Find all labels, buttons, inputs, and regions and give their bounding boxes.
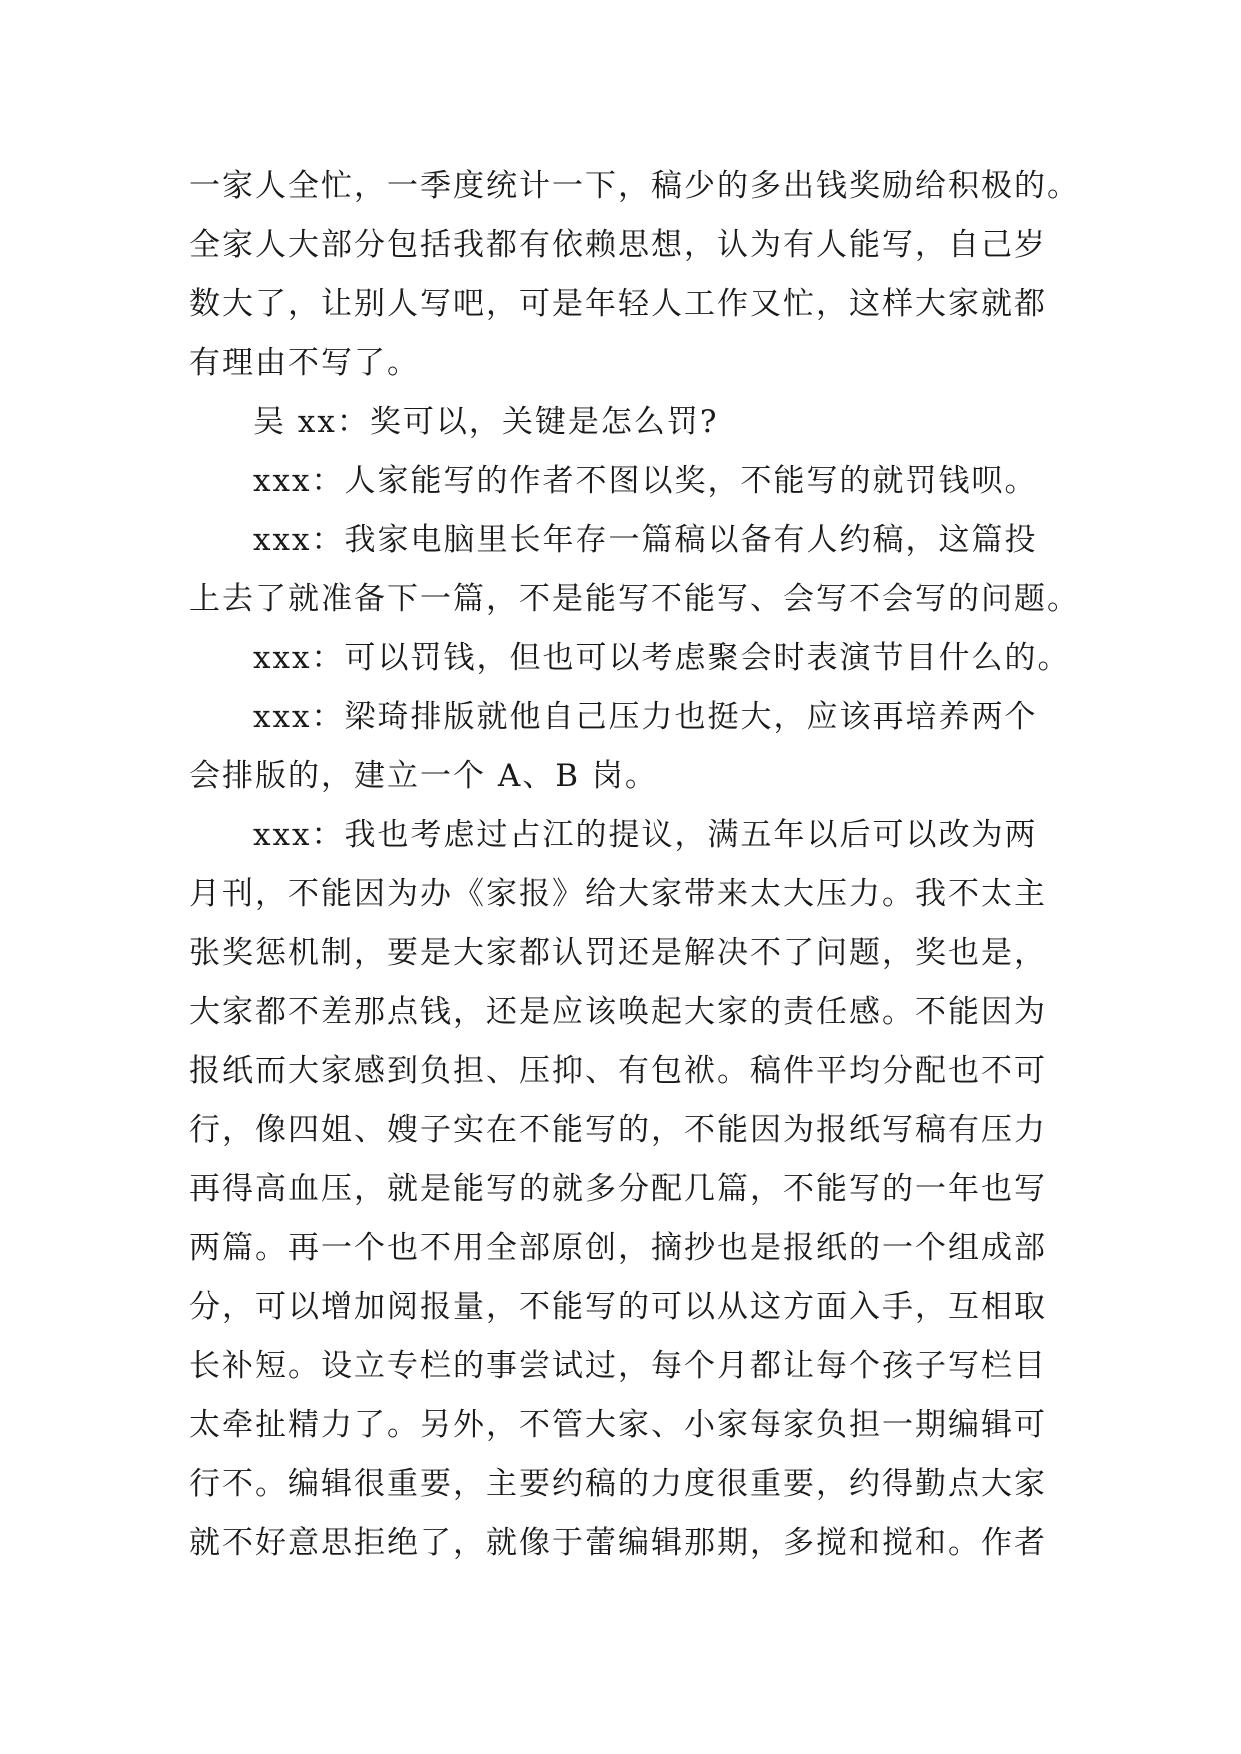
text-line: 一家人全忙，一季度统计一下，稿少的多出钱奖励给积极的。 [189, 168, 1080, 204]
text-line: xxx：我家电脑里长年存一篇稿以备有人约稿，这篇投 [253, 522, 1038, 558]
text-line: 太牵扯精力了。另外，不管大家、小家每家负担一期编辑可 [189, 1407, 1047, 1443]
text-line: 再得高血压，就是能写的就多分配几篇，不能写的一年也写 [189, 1171, 1047, 1207]
text-line: 行不。编辑很重要，主要约稿的力度很重要，约得勤点大家 [189, 1466, 1047, 1502]
text-line: 两篇。再一个也不用全部原创，摘抄也是报纸的一个组成部 [189, 1230, 1047, 1266]
text-line: xxx：我也考虑过占江的提议，满五年以后可以改为两 [253, 817, 1038, 853]
text-line: 会排版的，建立一个 A、B 岗。 [189, 758, 658, 794]
text-line: 吴 xx：奖可以，关键是怎么罚? [253, 404, 719, 440]
text-line: 报纸而大家感到负担、压抑、有包袱。稿件平均分配也不可 [189, 1053, 1047, 1089]
text-line: 全家人大部分包括我都有依赖思想，认为有人能写，自己岁 [189, 227, 1047, 263]
text-line: 上去了就准备下一篇，不是能写不能写、会写不会写的问题。 [189, 581, 1080, 617]
text-line: 张奖惩机制，要是大家都认罚还是解决不了问题，奖也是， [189, 935, 1047, 971]
text-line: xxx：可以罚钱，但也可以考虑聚会时表演节目什么的。 [253, 640, 1071, 676]
text-line: 有理由不写了。 [189, 345, 420, 381]
text-line: 行，像四姐、嫂子实在不能写的，不能因为报纸写稿有压力 [189, 1112, 1047, 1148]
text-line: 月刊，不能因为办《家报》给大家带来太大压力。我不太主 [189, 876, 1047, 912]
text-line: xxx：梁琦排版就他自己压力也挺大，应该再培养两个 [253, 699, 1038, 735]
text-line: 就不好意思拒绝了，就像于蕾编辑那期，多搅和搅和。作者 [189, 1525, 1047, 1561]
text-line: 数大了，让别人写吧，可是年轻人工作又忙，这样大家就都 [189, 286, 1047, 322]
text-line: 大家都不差那点钱，还是应该唤起大家的责任感。不能因为 [189, 994, 1047, 1030]
document-body [189, 157, 1080, 1573]
text-line: xxx：人家能写的作者不图以奖，不能写的就罚钱呗。 [253, 463, 1038, 499]
text-line: 长补短。设立专栏的事尝试过，每个月都让每个孩子写栏目 [189, 1348, 1047, 1384]
text-line: 分，可以增加阅报量，不能写的可以从这方面入手，互相取 [189, 1289, 1047, 1325]
